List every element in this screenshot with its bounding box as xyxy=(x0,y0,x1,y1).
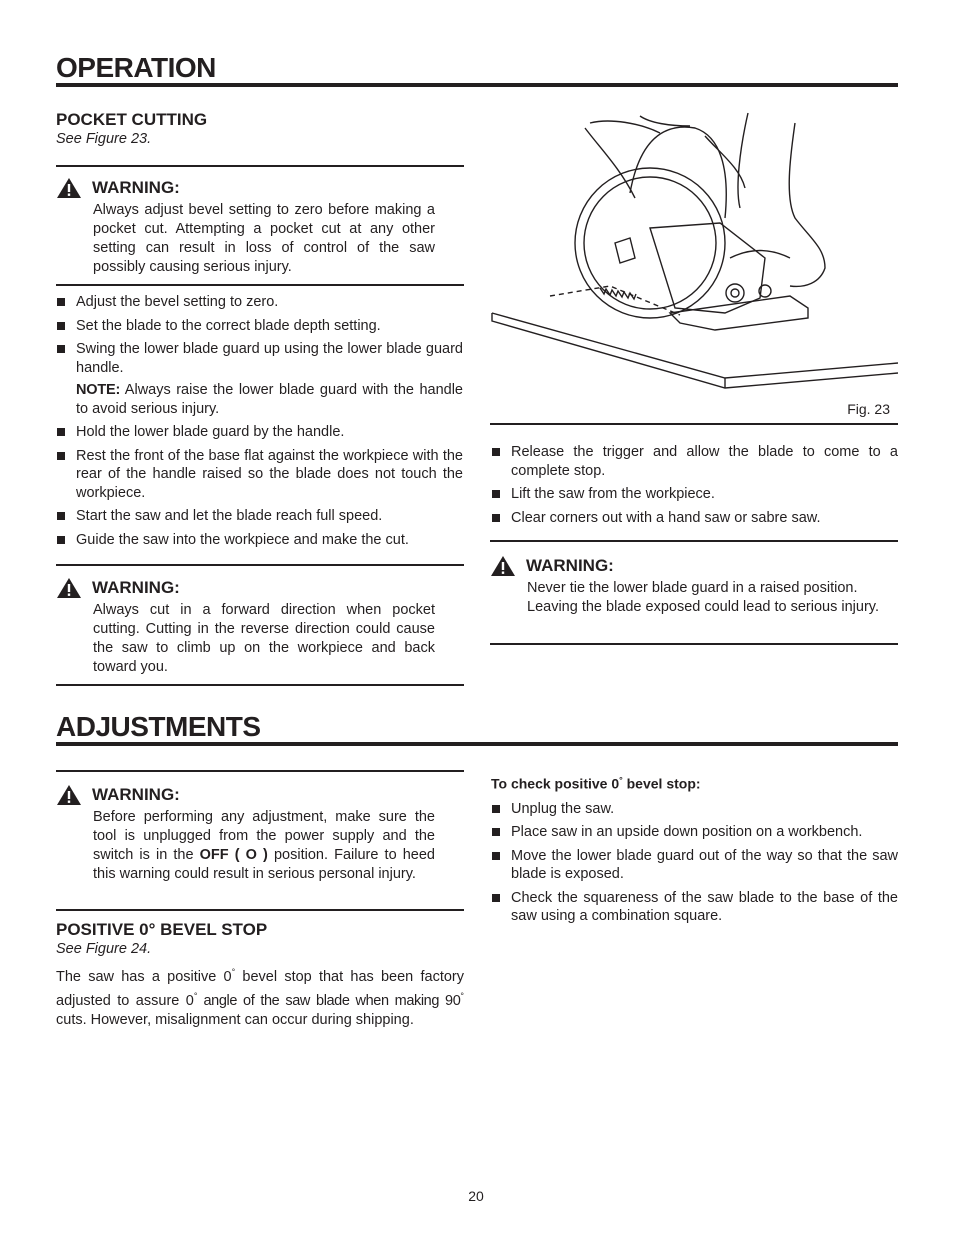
warning2-text: Always cut in a forward direction when pocket cutting. Cutting in the reverse direction could cause the saw to climb up on the workpiece and back toward you. xyxy=(93,602,435,675)
adj-warning-text xyxy=(93,808,435,884)
paragraph-part: bevel stop that has been factory adjusted to assure 0 xyxy=(56,968,464,1009)
paragraph-part: angle of the saw blade when making 90 xyxy=(197,992,461,1009)
off-switch-label: OFF ( O ) xyxy=(199,847,268,863)
list-item: Move the lower blade guard out of the way so that the saw blade is exposed. xyxy=(491,847,898,884)
list-item: Start the saw and let the blade reach full speed. xyxy=(56,507,463,526)
operation-rule xyxy=(56,83,898,87)
adj-warning-bottom-rule xyxy=(56,909,464,911)
list-item: Adjust the bevel setting to zero. xyxy=(56,293,463,312)
bevel-stop-paragraph xyxy=(56,963,464,1030)
adj-warning-text-part: Before performing any adjustment, make sure the tool is unplugged from the power supply and the switch is in the xyxy=(93,809,435,863)
adj-warning-top-rule xyxy=(56,770,464,772)
warning1-label: WARNING: xyxy=(92,178,180,197)
list-item: Place saw in an upside down position on a workbench. xyxy=(491,823,898,842)
pocket-cutting-section xyxy=(56,110,464,148)
warning3-label: WARNING: xyxy=(526,556,614,575)
note-label: NOTE: xyxy=(76,382,121,398)
check-bevel-heading xyxy=(491,771,898,793)
figure-bottom-rule xyxy=(490,423,898,425)
check-bevel-section xyxy=(491,771,898,931)
list-item: Set the blade to the correct blade depth setting. xyxy=(56,317,463,336)
adjustments-title: ADJUSTMENTS xyxy=(56,711,261,742)
degree-symbol: ° xyxy=(193,990,198,1001)
list-item: Unplug the saw. xyxy=(491,800,898,819)
warning3-top-rule xyxy=(490,540,898,542)
warning-triangle-icon xyxy=(56,177,82,199)
list-item: Guide the saw into the workpiece and make the cut. xyxy=(56,531,463,550)
list-item: Swing the lower blade guard up using the lower blade guard handle. xyxy=(56,340,463,377)
note-text: Always raise the lower blade guard with the handle to avoid serious injury. xyxy=(76,382,463,417)
bevel-stop-heading: POSITIVE 0° BEVEL STOP xyxy=(56,920,268,939)
warning-triangle-icon xyxy=(490,555,516,577)
warning-box-1 xyxy=(56,177,435,277)
degree-symbol: ° xyxy=(231,967,236,977)
figure-23-caption: Fig. 23 xyxy=(847,401,890,417)
adj-warning-text-part: position. Failure to heed this warning could result in serious personal injury. xyxy=(93,847,435,882)
see-figure-24: See Figure 24. xyxy=(56,941,152,957)
degree-symbol: ° xyxy=(619,775,623,785)
warning2-top-rule xyxy=(56,564,464,566)
list-item: Hold the lower blade guard by the handle. xyxy=(56,423,463,442)
right-steps xyxy=(491,443,898,532)
operation-title: OPERATION xyxy=(56,52,216,83)
list-item: Clear corners out with a hand saw or sabre saw. xyxy=(491,509,898,528)
warning-triangle-icon xyxy=(56,577,82,599)
figure-23-illustration xyxy=(490,108,898,428)
warning-box-2 xyxy=(56,577,435,677)
list-item: Check the squareness of the saw blade to the base of the saw using a combination square. xyxy=(491,889,898,926)
heading-part: bevel stop: xyxy=(622,775,701,792)
note xyxy=(56,381,463,418)
page-number: 20 xyxy=(468,1188,484,1204)
warning-box-3 xyxy=(490,555,880,617)
list-item: Lift the saw from the workpiece. xyxy=(491,485,898,504)
warning1-text: Always adjust bevel setting to zero before making a pocket cut. Attempting a pocket cut at any other setting can result in loss of control of the saw possibly causing serious injury. xyxy=(93,202,435,275)
pocket-cutting-heading: POCKET CUTTING xyxy=(56,110,208,129)
paragraph-part: The saw has a positive 0 xyxy=(56,968,232,985)
heading-part: To check positive 0 xyxy=(491,775,620,792)
warning3-text: Never tie the lower blade guard in a raised position. Leaving the blade exposed could lead to serious injury. xyxy=(527,580,879,615)
warning2-bottom-rule xyxy=(56,684,464,686)
bevel-stop-section xyxy=(56,920,464,1030)
warning2-label: WARNING: xyxy=(92,578,180,597)
warning1-top-rule xyxy=(56,165,464,167)
warning1-bottom-rule xyxy=(56,284,464,286)
adj-warning-label: WARNING: xyxy=(92,785,180,804)
adj-warning-box xyxy=(56,784,435,884)
paragraph-part: cuts. However, misalignment can occur during shipping. xyxy=(56,1011,414,1028)
see-figure-23: See Figure 23. xyxy=(56,131,152,147)
list-item: Rest the front of the base flat against the workpiece with the rear of the handle raised so the blade does not touch the workpiece. xyxy=(56,447,463,503)
warning3-bottom-rule xyxy=(490,643,898,645)
adjustments-rule xyxy=(56,742,898,746)
degree-symbol: ° xyxy=(460,990,464,1001)
list-item: Release the trigger and allow the blade to come to a complete stop. xyxy=(491,443,898,480)
warning-triangle-icon xyxy=(56,784,82,806)
pocket-cutting-steps xyxy=(56,293,463,554)
